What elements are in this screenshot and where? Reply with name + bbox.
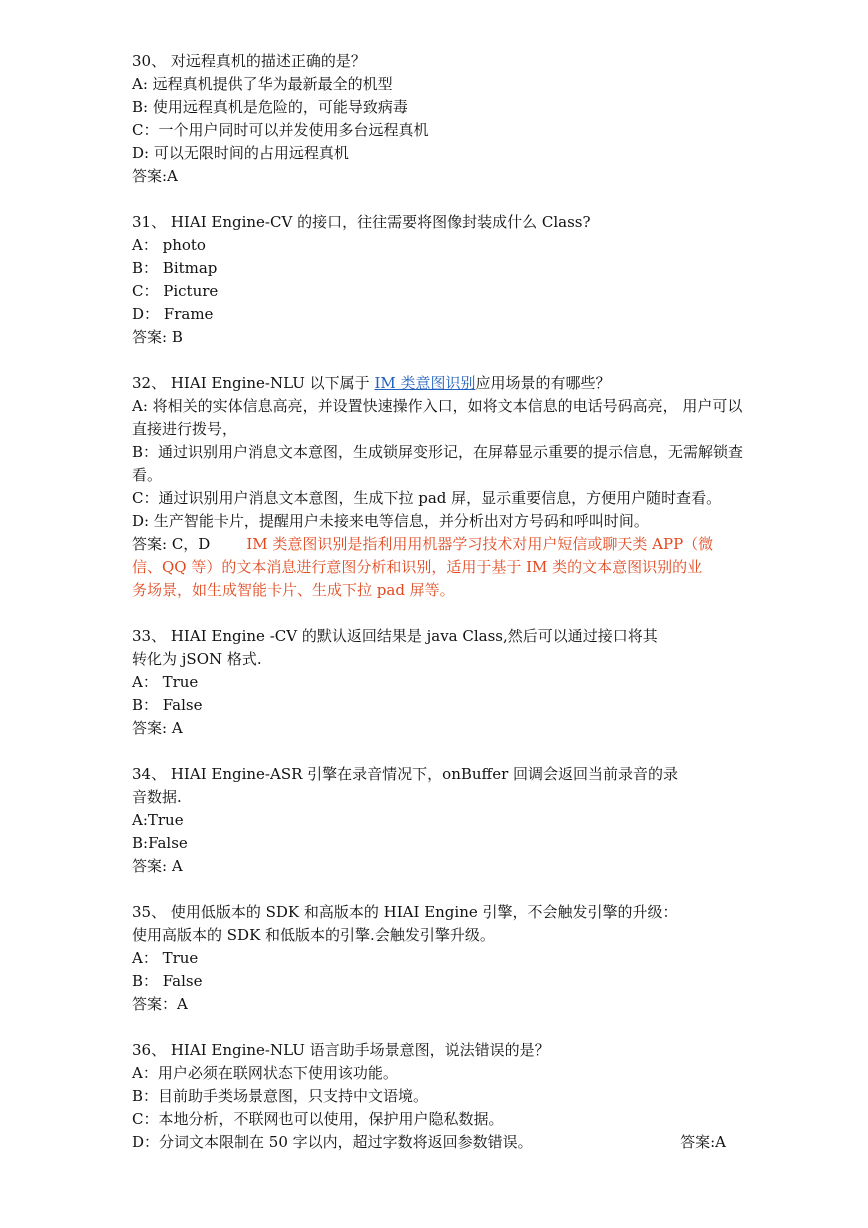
option-b: B： Bitmap (132, 259, 218, 277)
question-title (132, 372, 744, 395)
option-b: B: 使用远程真机是危险的，可能导致病毒 (132, 98, 408, 116)
question-32 (132, 372, 744, 602)
option-a: A: 远程真机提供了华为最新最全的机型 (132, 75, 393, 93)
option-a: A：用户必须在联网状态下使用该功能。 (132, 1064, 398, 1082)
question-title-line-2: 音数据. (132, 788, 182, 806)
im-intent-link[interactable]: IM 类意图识别 (374, 374, 476, 392)
option-c: C： Picture (132, 282, 219, 300)
answer: 答案：A (132, 995, 188, 1013)
option-c: C：本地分析，不联网也可以使用，保护用户隐私数据。 (132, 1110, 504, 1128)
option-a: A: 将相关的实体信息高亮，并设置快速操作入口，如将文本信息的电话号码高亮， 用户可以直接进行拨号， (132, 397, 743, 438)
question-title-line-1: 33、 HIAI Engine -CV 的默认返回结果是 java Class,然后可以通过接口将其 (132, 627, 658, 645)
note-line-1: IM 类意图识别是指利用用机器学习技术对用户短信或聊天类 APP（微 (246, 535, 714, 553)
option-b: B:False (132, 834, 188, 852)
note-line-3: 务场景，如生成智能卡片、生成下拉 pad 屏等。 (132, 581, 455, 599)
option-a: A： True (132, 673, 199, 691)
question-title: 36、 HIAI Engine-NLU 语言助手场景意图，说法错误的是？ (132, 1041, 550, 1059)
option-a: A： True (132, 949, 199, 967)
option-d: D: 可以无限时间的占用远程真机 (132, 144, 349, 162)
option-c: C：一个用户同时可以并发使用多台远程真机 (132, 121, 429, 139)
option-a: A： photo (132, 236, 206, 254)
question-36 (132, 1039, 744, 1154)
question-title: 31、 HIAI Engine-CV 的接口，往往需要将图像封装成什么 Class? (132, 213, 591, 231)
answer: 答案: C，D (132, 535, 211, 553)
document-page (132, 50, 744, 1177)
option-c: C：通过识别用户消息文本意图，生成下拉 pad 屏，显示重要信息，方便用户随时查看。 (132, 489, 722, 507)
option-d: D：分词文本限制在 50 字以内，超过字数将返回参数错误。 (132, 1133, 533, 1151)
question-34 (132, 763, 744, 878)
option-a: A:True (132, 811, 184, 829)
option-b: B：通过识别用户消息文本意图，生成锁屏变形记，在屏幕显示重要的提示信息，无需解锁查看。 (132, 443, 744, 484)
option-b: B：目前助手类场景意图，只支持中文语境。 (132, 1087, 429, 1105)
option-b: B： False (132, 696, 203, 714)
question-35 (132, 901, 744, 1016)
note-line-2: 信、QQ 等）的文本消息进行意图分析和识别，适用于基于 IM 类的文本意图识别的业 (132, 558, 703, 576)
option-d: D: 生产智能卡片，提醒用户未接来电等信息，并分析出对方号码和呼叫时间。 (132, 512, 649, 530)
question-31 (132, 211, 744, 349)
question-title-line-2: 使用高版本的 SDK 和低版本的引擎.会触发引擎升级。 (132, 926, 495, 944)
answer: 答案:A (680, 1133, 726, 1151)
question-title-line-1: 35、 使用低版本的 SDK 和高版本的 HIAI Engine 引擎，不会触发引擎的升级： (132, 903, 678, 921)
question-title-line-2: 转化为 jSON 格式. (132, 650, 262, 668)
answer: 答案:A (132, 167, 178, 185)
question-30 (132, 50, 744, 188)
question-title-line-1: 34、 HIAI Engine-ASR 引擎在录音情况下，onBuffer 回调会返回当前录音的录 (132, 765, 679, 783)
option-b: B： False (132, 972, 203, 990)
question-title: 30、 对远程真机的描述正确的是？ (132, 52, 366, 70)
title-suffix: 应用场景的有哪些？ (475, 374, 611, 392)
answer: 答案: B (132, 328, 183, 346)
title-prefix: 32、 HIAI Engine-NLU 以下属于 (132, 374, 375, 392)
option-d: D： Frame (132, 305, 214, 323)
answer-with-note (132, 533, 744, 556)
question-33 (132, 625, 744, 740)
answer: 答案: A (132, 719, 183, 737)
answer: 答案: A (132, 857, 183, 875)
option-d-row (132, 1131, 744, 1154)
